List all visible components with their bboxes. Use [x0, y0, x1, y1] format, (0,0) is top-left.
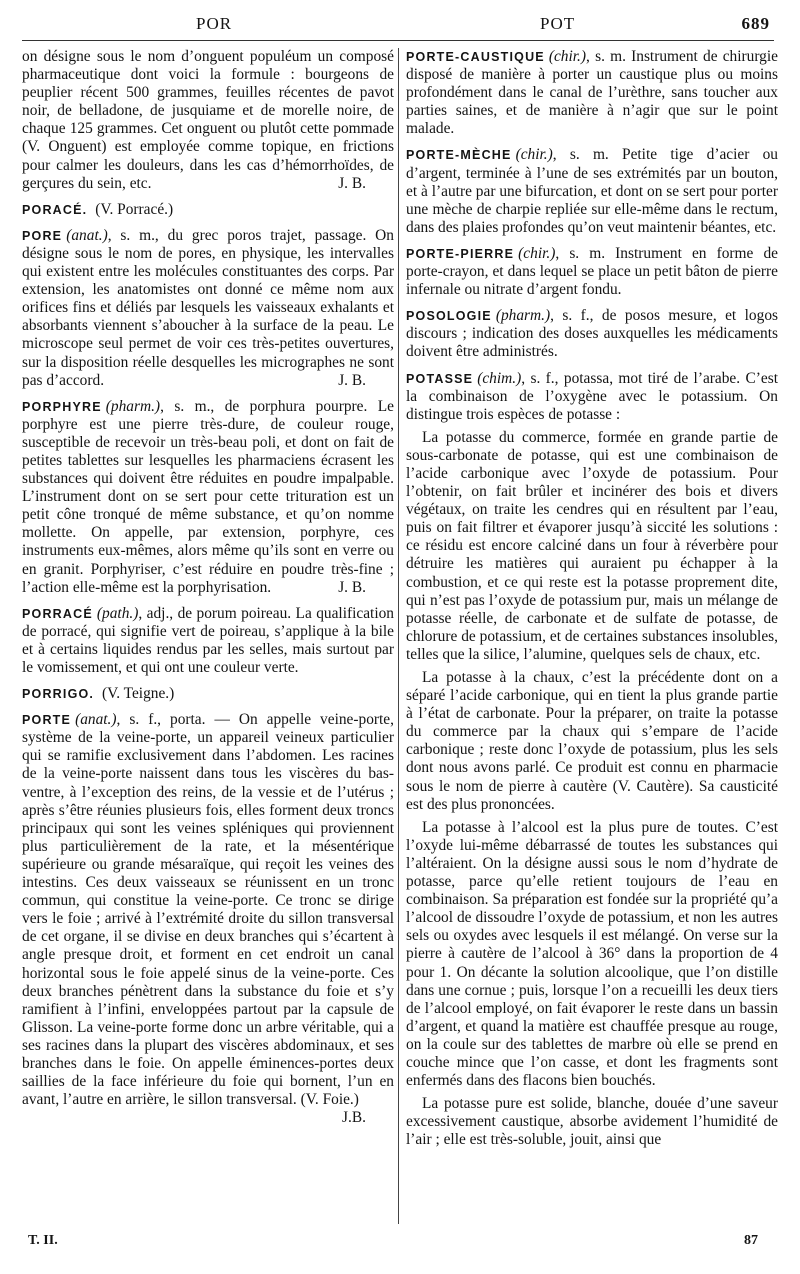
author-signature: J.B.	[342, 1109, 366, 1127]
definition: , s. m., de porphura pourpre. Le porphyre est une pierre très-dure, de couleur rouge, susceptible de recevoir un très-beau poli, et dont on fait de petites tablettes sur lesquelles les pharmaciens écrasent les substances qui doivent être réduites en poudre impalpable. L’instrument dont on se sert pour cette trituration est un petit cône tronqué de même substance, et qu’on nomme mollette. On appelle, par extension, porphyre, ces instruments eux-mêmes, alors même qu’ils sont en verre ou en granit. Porphyriser, c’est réduire en poudre très-fine ; l’action elle-même est la porphyrisation.	[22, 397, 394, 596]
definition: , s. m., du grec poros trajet, passage. On désigne sous le nom de pores, en physique, les intervalles qui existent entre les molécules constituantes des corps. Par extension, les anatomistes ont donné ce même nom aux orifices fins et déliés par lesquels les vaisseaux exhalants et absorbants viennent s’aboucher à la surface de la peau. Le microscope seul permet de voir ces très-petites ouvertures, sur la disposition réelle desquelles les micrographes ne sont pas d’accord.	[22, 226, 394, 389]
definition: , s. f., potassa, mot tiré de l’arabe. C’est la combinaison de l’oxygène avec le potassium. On distingue trois espèces de potasse :	[406, 369, 778, 423]
category: (chim.)	[477, 369, 522, 387]
headword: PORRIGO.	[22, 687, 95, 702]
entry-porrigo	[22, 685, 394, 703]
headword: PORTE-CAUSTIQUE	[406, 50, 545, 64]
definition: , s. m. Instrument de chirurgie disposé de manière à porter un caustique plus ou moins profondément dans le canal de l’urèthre, sans toucher aux parties saines, et de manière à n’agir que sur le point malade.	[406, 48, 778, 138]
definition: , s. f., de posos mesure, et logos discours ; indication des doses auxquelles les médicaments doivent être administrés.	[406, 307, 778, 361]
entry-porace	[22, 201, 394, 219]
category: (path.)	[96, 604, 139, 622]
category: (anat.)	[66, 226, 108, 244]
page-footer	[0, 1233, 800, 1257]
author-signature: J. B.	[338, 578, 366, 596]
headword: PORPHYRE	[22, 399, 102, 414]
cross-reference: (V. Porracé.)	[95, 200, 174, 218]
running-header	[0, 0, 800, 44]
entry-porte-pierre	[406, 245, 778, 299]
entry-porte	[22, 711, 394, 1127]
header-right-word: POT	[540, 14, 576, 33]
paragraph-potasse-chaux: La potasse à la chaux, c’est la précédente dont on a séparé l’acide carbonique, qui en tient la plus grande partie à l’état de carbonate. Pour la préparer, on traite la potasse du commerce par la chaux qui s’empare de l’acide carbonique ; reste donc l’oxyde de potassium, plus les sels dont nous avons parlé. Ce produit est connu en pharmacie sous le nom de pierre à cautère (V. Cautère). Sa causticité est des plus prononcées.	[406, 669, 778, 813]
paragraph-potasse-pure: La potasse pure est solide, blanche, douée d’une saveur excessivement caustique, absorbe avidement l’humidité de l’air ; elle est très-soluble, jouit, ainsi que	[406, 1095, 778, 1149]
category: (pharm.)	[495, 307, 551, 325]
category: (anat.)	[75, 711, 117, 729]
entry-porrace	[22, 605, 394, 677]
headword: POTASSE	[406, 371, 474, 386]
volume-mark: T. II.	[28, 1233, 58, 1248]
author-signature: J. B.	[338, 174, 366, 192]
header-rule	[22, 40, 774, 41]
right-column	[406, 48, 778, 1210]
entry-continuation	[22, 48, 394, 193]
paragraph-potasse-commerce: La potasse du commerce, formée en grande partie de sous-carbonate de potasse, qui est une combinaison de l’acide carbonique avec l’oxyde de potassium. Pour l’obtenir, on fait brûler et incinérer des bois et divers végétaux, on traite les cendres qui en résultent par l’eau, puis on fait filtrer et évaporer jusqu’à siccité les solutions : ce résidu est encore calciné dans un four à réverbère pour détruire les matières qui auraient pu échapper à la combustion, et ce qui reste est la potasse proprement dite, qui n’est pas l’oxyde de potassium pur, mais un mélange de potasse réelle, de carbonate et de sulfate de potasse, de chlorure de potassium, et de certaines substances insolubles, telles que la silice, l’alumine, quelques sels de chaux, etc.	[406, 428, 778, 663]
headword: POSOLOGIE	[406, 309, 492, 324]
author-signature: J. B.	[338, 371, 366, 389]
category: (chir.)	[548, 48, 587, 65]
entry-porte-caustique	[406, 48, 778, 138]
entry-pore	[22, 227, 394, 390]
headword: PORTE-MÈCHE	[406, 148, 512, 163]
entry-porte-meche	[406, 146, 778, 236]
headword: PORRACÉ	[22, 606, 93, 621]
page-number: 689	[741, 14, 770, 33]
headword: PORE	[22, 228, 63, 243]
headword: PORACÉ.	[22, 202, 88, 217]
headword: PORTE-PIERRE	[406, 246, 515, 261]
header-left-word: POR	[196, 14, 233, 33]
continuation-text: on désigne sous le nom d’onguent populéum un composé pharmaceutique dont voici la formule : bourgeons de peuplier récent 500 grammes, feuilles récentes de pavot noir, de belladone, de jusquiame et de morelle noire, de chaque 125 grammes. Cet onguent ou plutôt cette pommade (V. Onguent) est employée comme topique, en frictions pour calmer les douleurs, dans les cas d’hémorrhoïdes, de gerçures du sein, etc.	[22, 48, 394, 192]
category: (chir.)	[515, 146, 553, 164]
category: (pharm.)	[105, 397, 161, 415]
category: (chir.)	[518, 244, 556, 262]
definition: , s. m. Instrument en forme de porte-crayon, et dans lequel se place un petit bâton de pierre infernale ou nitrate d’argent fondu.	[406, 244, 778, 299]
paragraph-potasse-alcool: La potasse à l’alcool est la plus pure de toutes. C’est l’oxyde lui-même débarrassé de toutes les substances qui l’altéraient. On la désigne aussi sous le nom d’hydrate de potasse, parce qu’elle retient toujours de l’eau en combinaison. Sa préparation est fondée sur la propriété qu’a l’alcool de dissoudre l’oxyde de potassium, et non les autres sels ou oxydes avec lesquels il est mélangé. On verse sur la pierre à cautère de l’alcool à 36° dans la proportion de 4 pour 1. On décante la solution alcoolique, que l’on distille dans une cornue ; puis, lorsque l’on a recueilli les deux tiers de l’alcool employé, on fait évaporer le reste dans un bassin d’argent, et quand la matière est chauffée presque au rouge, on la coule sur des tablettes de marbre où elle se prend en couche mince que l’on casse, et dont les fragments sont enfermés dans des flacons bien bouchés.	[406, 818, 778, 1090]
entry-porphyre	[22, 398, 394, 597]
column-divider	[398, 48, 399, 1224]
definition: , s. m. Petite tige d’acier ou d’argent, terminée à l’une de ses extrémités par un bouton, et à l’autre par une bifurcation, et dont on se sert pour porter une mèche de charpie repliée sur elle-même dans le rectum, dans des plaies profondes qu’on veut maintenir béantes, etc.	[406, 146, 778, 236]
entry-posologie	[406, 307, 778, 361]
headword: PORTE	[22, 713, 72, 728]
entry-potasse	[406, 370, 778, 1150]
signature-number: 87	[744, 1233, 758, 1248]
cross-reference: (V. Teigne.)	[101, 685, 175, 703]
left-column	[22, 48, 394, 1210]
definition: , s. f., porta. — On appelle veine-porte, système de la veine-porte, un appareil veineux particulier qui se ramifie exclusivement dans l’abdomen. Les racines de la veine-porte naissent dans tous les viscères du bas-ventre, à l’exception des reins, de la vessie et de l’utérus ; après s’être réunies plusieurs fois, elles forment deux troncs principaux qui sont les veines spléniques qui proviennent plus particulièrement de la rate, et la mésentérique supérieure ou grande mésaraïque, qui reçoit les veines des intestins. Ces deux vaisseaux se réunissent en un tronc commun, qui constitue la veine-porte. Ce tronc se dirige vers le foie ; arrivé à l’extrémité droite du sillon transversal de cet organe, il se divise en deux branches qui s’écartent à angle presque droit, et forment en cet endroit un canal horizontal sous le foie appelé sinus de la veine-porte. Ces deux branches pénètrent dans la substance du foie et s’y ramifient à l’infini, enveloppées partout par la capsule de Glisson. La veine-porte forme donc un arbre véritable, qui a ses racines dans la plupart des viscères abdominaux, et ses branches dans le foie. On appelle éminences-portes deux saillies de la face inférieure du foie qui bornent, l’un en avant, l’autre en arrière, le sillon transversal. (V. Foie.)	[22, 711, 394, 1109]
definition: , adj., de porum poireau. La qualification de porracé, qui signifie vert de poireau, s’applique à la bile et à certains liquides rendus par les selles, mais surtout par le vomissement, et qui ont une couleur verte.	[22, 604, 394, 676]
